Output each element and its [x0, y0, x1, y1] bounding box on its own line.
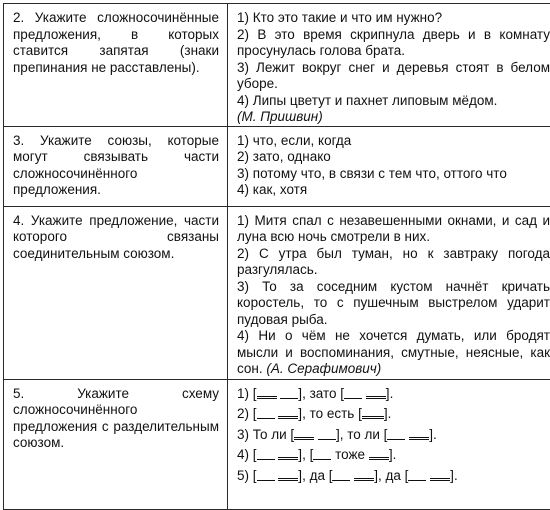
option-text: 4) Липы цветут и пахнет липовым мёдом.: [237, 93, 497, 108]
predicate-mark: [366, 387, 386, 399]
question-cell: 4. Укажите предложение, части которого связаны соединительным союзом.: [4, 206, 228, 379]
author-credit: (М. Пришвин): [237, 109, 323, 124]
predicate-mark: [280, 387, 298, 399]
predicate-mark: [362, 407, 384, 419]
option: 1) что, если, когда: [237, 133, 550, 150]
option: 1) Митя спал с незавешенными окнами, и сад и луна всю ночь смотрели в них.: [237, 213, 550, 246]
predicate-mark: [278, 469, 298, 481]
answer-cell: [228, 126, 550, 206]
option: [237, 93, 550, 126]
answer-cell: [228, 206, 550, 379]
subject-mark: [257, 407, 275, 419]
subject-mark: [257, 387, 277, 399]
table-row: [4, 379, 550, 509]
scheme-option: 3) То ли [ ], то ли [ ].: [237, 427, 550, 444]
scheme-option: 4) [ ], [ тоже ].: [237, 447, 550, 464]
predicate-mark: [318, 428, 336, 440]
quiz-table: [3, 3, 550, 510]
question-cell: 5. Укажите схему сложносочинённого предложения с разделительным союзом.: [4, 379, 228, 509]
scheme-option: 5) [ ], да [ ], да [ ].: [237, 468, 550, 485]
question-cell: 2. Укажите сложносочинённые предложения, в которых ставится запятая (знаки препинания не расставлены).: [4, 4, 228, 127]
predicate-mark: [369, 448, 389, 460]
option: 2) С утра был туман, но к завтраку погода разгулялась.: [237, 246, 550, 279]
predicate-mark: [354, 469, 374, 481]
table-row: [4, 4, 550, 127]
scheme-option: 2) [ ], то есть [ ].: [237, 406, 550, 423]
subject-mark: [332, 469, 350, 481]
option: 3) потому что, в связи с тем что, оттого что: [237, 166, 550, 183]
predicate-mark: [430, 469, 450, 481]
predicate-mark: [278, 448, 298, 460]
option: 4) как, хотя: [237, 182, 550, 199]
option: 1) Кто это такие и что им нужно?: [237, 10, 550, 27]
subject-mark: [294, 428, 314, 440]
option: 2) зато, однако: [237, 149, 550, 166]
option: 3) Лежит вокруг снег и деревья стоят в белом уборе.: [237, 60, 550, 93]
subject-mark: [313, 448, 331, 460]
table-row: [4, 206, 550, 379]
author-credit: (А. Серафимович): [266, 361, 381, 376]
question-cell: 3. Укажите союзы, которые могут связывать части сложносочинённого предложения.: [4, 126, 228, 206]
table-row: [4, 126, 550, 206]
answer-cell: [228, 4, 550, 127]
option-text: 4) Ни о чём не хочется думать, или бродят мысли и воспоминания, смутные, неясные, как сон.: [237, 328, 550, 376]
answer-cell: [228, 379, 550, 509]
subject-mark: [257, 448, 275, 460]
subject-mark: [257, 469, 275, 481]
subject-mark: [387, 428, 405, 440]
scheme-option: 1) [ ], зато [ ].: [237, 386, 550, 403]
option: 2) В это время скрипнула дверь и в комнату просунулась голова брата.: [237, 27, 550, 60]
predicate-mark: [278, 407, 298, 419]
predicate-mark: [409, 428, 429, 440]
option: [237, 328, 550, 378]
subject-mark: [344, 387, 362, 399]
subject-mark: [408, 469, 426, 481]
option: 3) То за соседним кустом начнёт кричать коростель, то с пушечным выстрелом ударит пудовая рыба.: [237, 279, 550, 329]
